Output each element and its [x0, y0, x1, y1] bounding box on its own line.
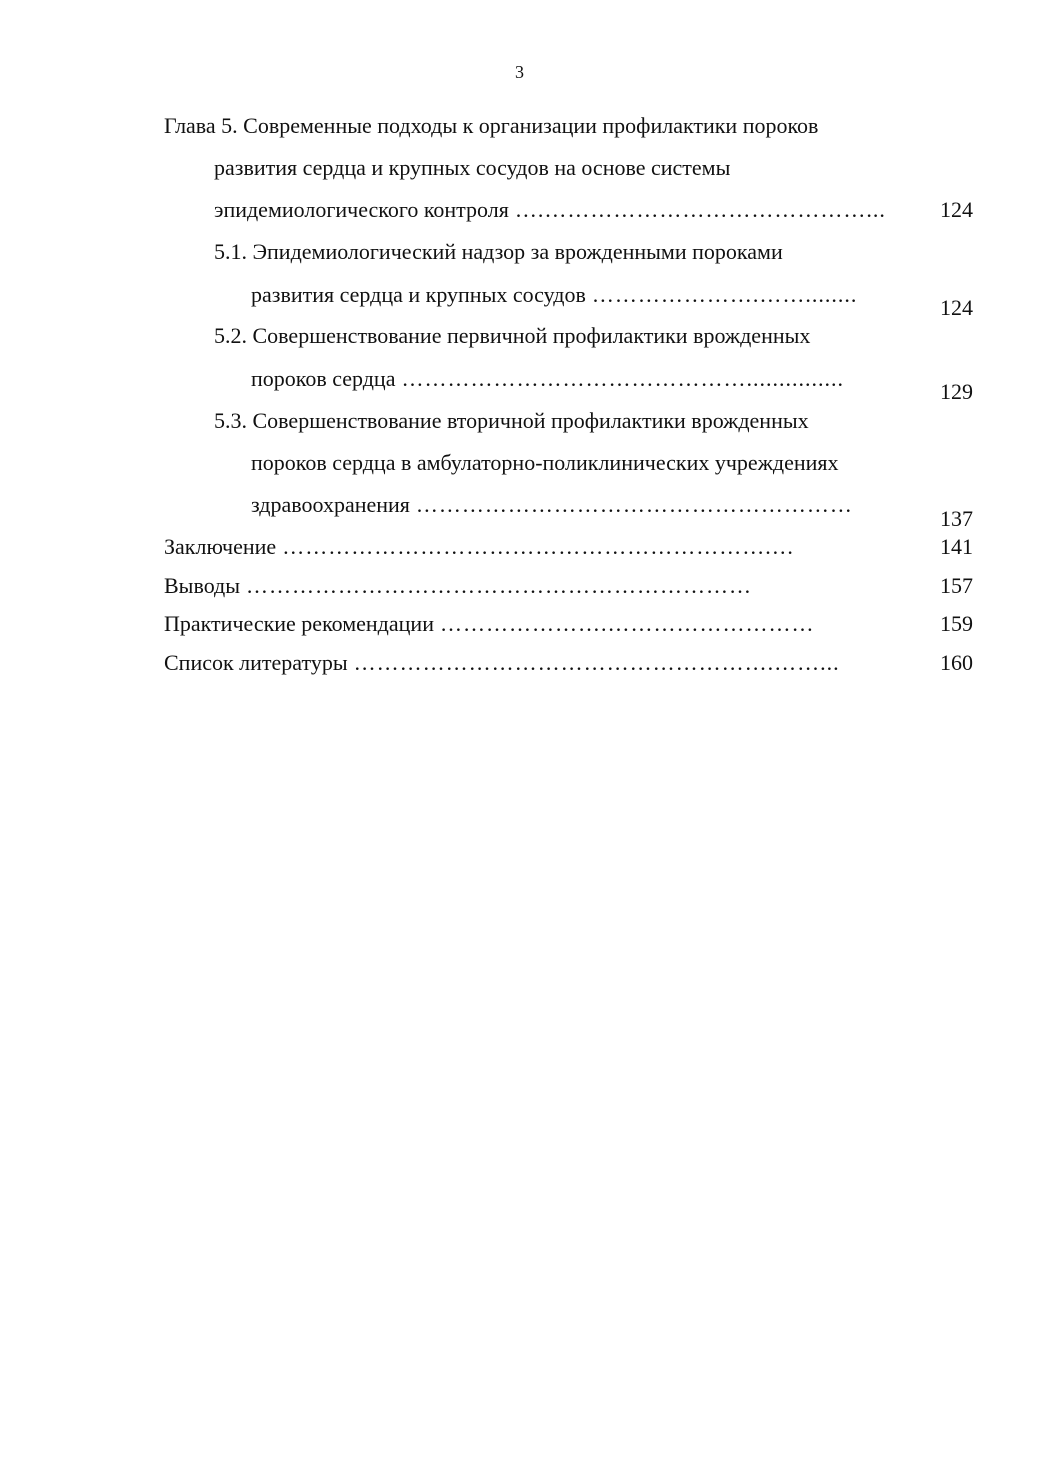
toc-entry-label: эпидемиологического контроля [214, 197, 509, 222]
toc-findings-page: 157 [940, 573, 973, 598]
dot-leader: ………………………………………............... [401, 366, 844, 391]
dot-leader: ……………………………………………………….… [282, 534, 795, 559]
toc-references-page: 160 [940, 650, 973, 675]
toc-conclusion[interactable] [164, 533, 911, 561]
toc-chapter5-title-line1: Глава 5. Современные подходы к организации профилактики пороков [164, 113, 819, 138]
toc-section-5-3-line2: пороков сердца в амбулаторно-поликлинических учреждениях [251, 450, 839, 475]
toc-chapter5-title-line2: развития сердца и крупных сосудов на основе системы [214, 155, 731, 180]
toc-section-5-3-line3[interactable] [251, 491, 917, 519]
toc-entry-label: развития сердца и крупных сосудов [251, 282, 586, 307]
toc-section-5-3-line1: 5.3. Совершенствование вторичной профилактики врожденных [214, 408, 809, 433]
toc-section-5-2-page: 129 [940, 379, 973, 404]
toc-entry-label: Заключение [164, 534, 277, 559]
toc-entry-label: здравоохранения [251, 492, 410, 517]
dot-leader: ………………….……........ [591, 282, 858, 307]
toc-section-5-1-line1: 5.1. Эпидемиологический надзор за врожденными пороками [214, 239, 783, 264]
toc-chapter5-page: 124 [940, 197, 973, 222]
toc-section-5-2-line1: 5.2. Совершенствование первичной профилактики врожденных [214, 323, 811, 348]
toc-findings[interactable] [164, 572, 908, 600]
toc-section-5-1-page: 124 [940, 295, 973, 320]
toc-entry-label: пороков сердца [251, 366, 396, 391]
toc-entry-label: Список литературы [164, 650, 348, 675]
dot-leader: ….……………………………………... [514, 197, 886, 222]
toc-entry-label: Выводы [164, 573, 241, 598]
toc-chapter5-title-line3[interactable] [214, 196, 917, 224]
dot-leader: ……………………………………………….……... [353, 650, 840, 675]
toc-references[interactable] [164, 649, 913, 677]
toc-section-5-3-page: 137 [940, 506, 973, 531]
page-number: 3 [515, 62, 524, 82]
toc-entry-label: Практические рекомендации [164, 611, 434, 636]
dot-leader: ………………………………………………………… [246, 573, 753, 598]
dot-leader: ………………….……………………… [439, 611, 815, 636]
toc-section-5-1-line2[interactable] [251, 281, 911, 309]
toc-recommendations[interactable] [164, 610, 915, 638]
toc-section-5-2-line2[interactable] [251, 365, 913, 393]
dot-leader: ………………………………………………… [415, 492, 853, 517]
toc-conclusion-page: 141 [940, 534, 973, 559]
toc-recommendations-page: 159 [940, 611, 973, 636]
